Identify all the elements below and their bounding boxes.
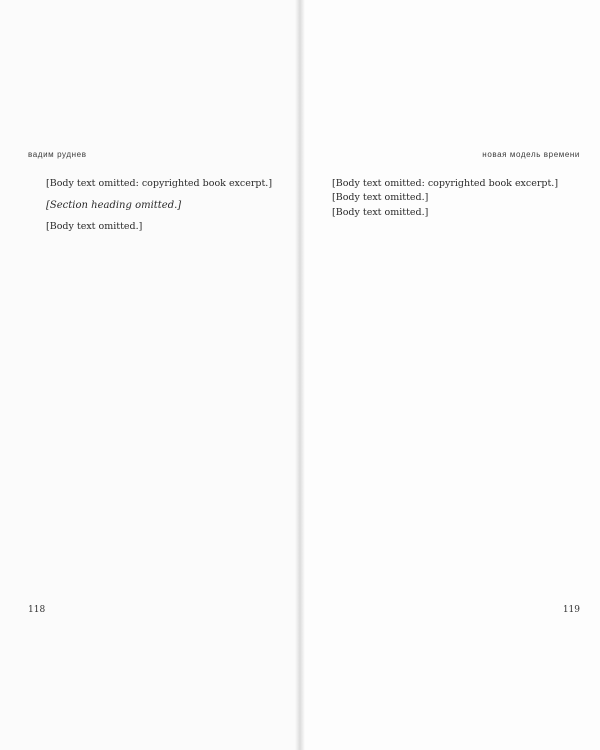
right-page: [300, 0, 600, 750]
book-gutter: [295, 0, 305, 750]
right-running-head: новая модель времени: [482, 150, 580, 159]
left-page-body: [30, 178, 282, 235]
right-page-number: 119: [562, 605, 580, 615]
left-running-head: вадим руднев: [28, 150, 87, 159]
right-paragraph-1: [Body text omitted: copyrighted book excerpt.]: [332, 178, 559, 189]
right-paragraph-3: [Body text omitted.]: [332, 206, 429, 218]
section-heading: [Section heading omitted.]: [46, 200, 182, 212]
left-paragraph-2: [Body text omitted.]: [46, 220, 143, 232]
left-page-number: 118: [28, 605, 46, 615]
left-paragraph-1: [Body text omitted: copyrighted book excerpt.]: [46, 178, 273, 189]
right-paragraph-2: [Body text omitted.]: [332, 192, 429, 204]
right-page-body: [316, 178, 568, 221]
